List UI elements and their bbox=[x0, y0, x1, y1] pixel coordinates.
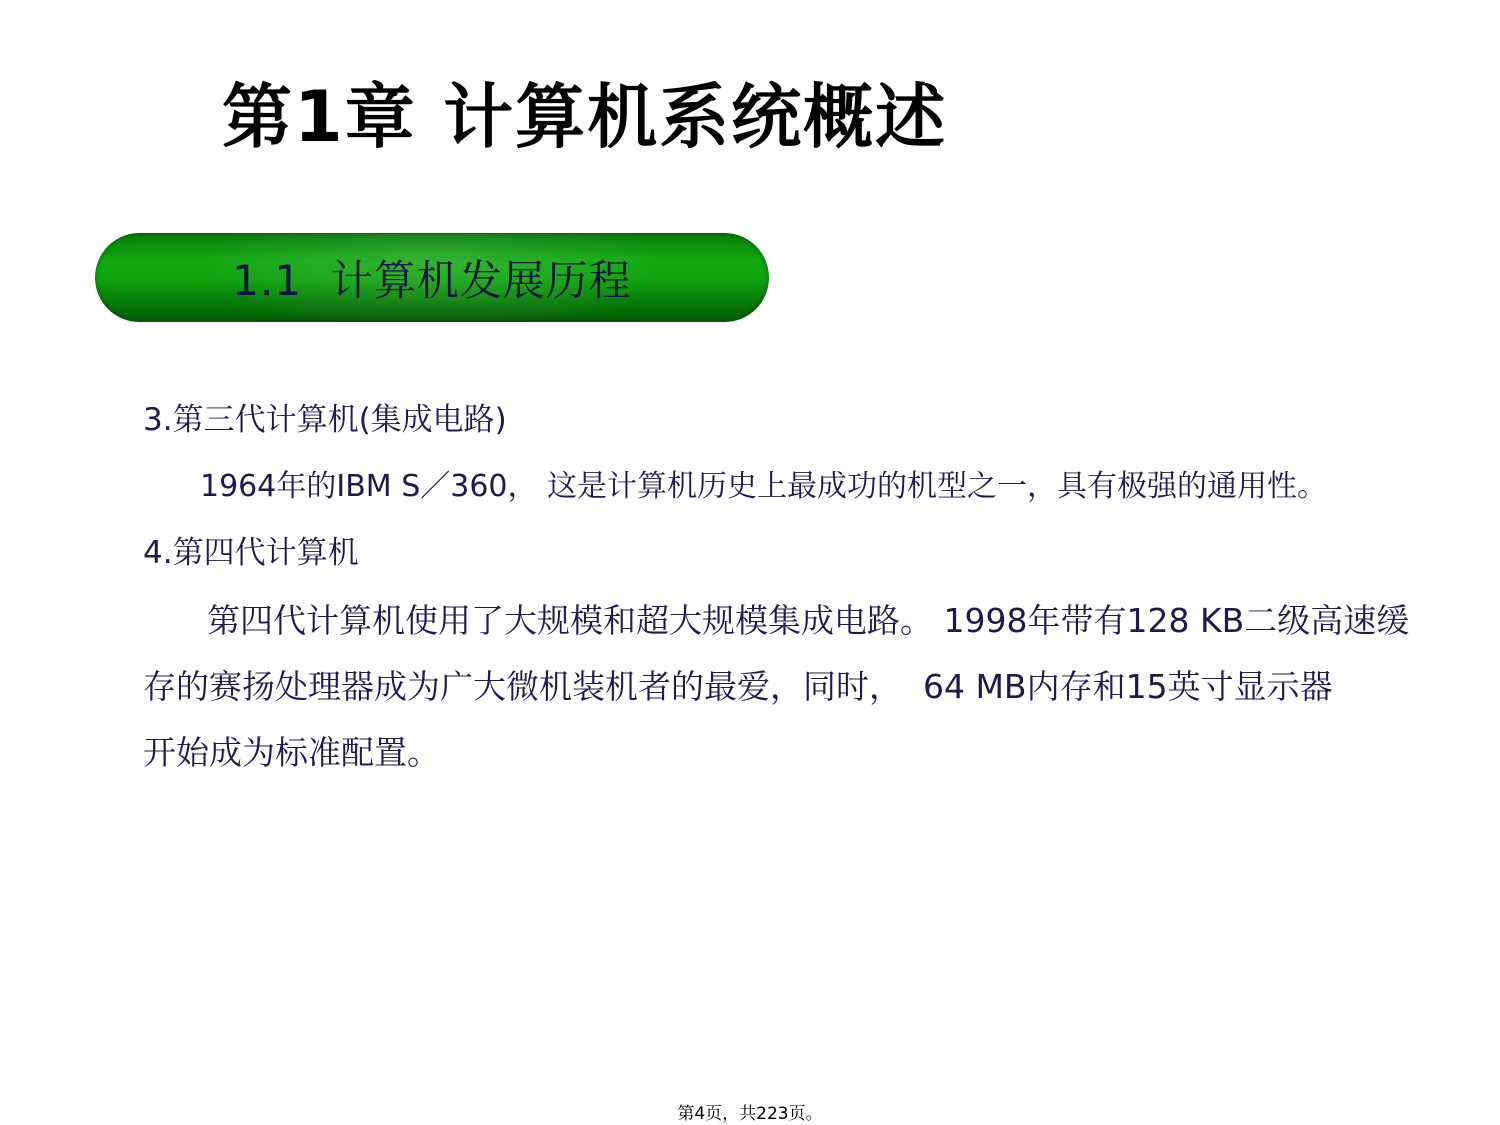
slide-title: 第1章 计算机系统概述 bbox=[222, 76, 948, 158]
body-line-fourth-generation-text-3: 开始成为标准配置。 bbox=[143, 733, 440, 772]
body-line-third-generation-heading: 3.第三代计算机(集成电路) bbox=[143, 402, 507, 438]
section-banner bbox=[95, 233, 769, 322]
section-banner-label: 1.1 计算机发展历程 bbox=[232, 255, 632, 305]
body-line-fourth-generation-heading: 4.第四代计算机 bbox=[143, 535, 359, 571]
page-number: 第4页，共223页。 bbox=[677, 1104, 823, 1124]
body-line-ibm-s360: 1964年的IBM S／360， 这是计算机历史上最成功的机型之一，具有极强的通用性。 bbox=[200, 469, 1328, 504]
body-line-fourth-generation-text-2: 存的赛扬处理器成为广大微机装机者的最爱，同时， 64 MB内存和15英寸显示器 bbox=[143, 667, 1333, 706]
body-line-fourth-generation-text-1: 第四代计算机使用了大规模和超大规模集成电路。 1998年带有128 KB二级高速缓 bbox=[207, 601, 1410, 640]
